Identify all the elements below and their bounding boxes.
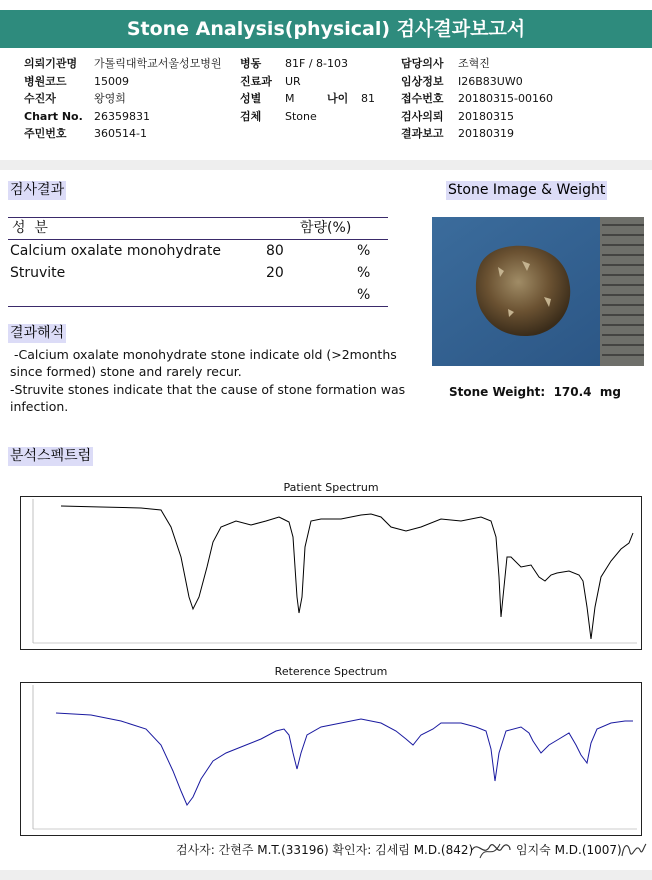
interpretation-line-2: -Struvite stones indicate that the cause of stone formation was infection. [10,382,406,414]
label-ward: 병동 [240,57,262,70]
signature-text-2: 임지숙 M.D.(1007) [516,843,622,857]
table-bottom-rule [8,306,388,307]
value-chart-no: 26359831 [94,109,150,123]
result-unit: % [357,243,371,259]
value-specimen: Stone [285,109,317,123]
label-report-date: 결과보고 [401,127,444,140]
value-clinical-info: I26B83UW0 [458,74,523,88]
report-title: Stone Analysis(physical) 검사결과보고서 [0,10,652,48]
stone-weight-unit: mg [599,385,621,399]
value-department: UR [285,74,301,88]
label-resident-no: 주민번호 [24,127,67,140]
patient-spectrum-title: Patient Spectrum [283,481,379,494]
signature-mark-1 [470,836,512,862]
label-department: 진료과 [240,74,272,88]
value-ward: 81F / 8-103 [285,57,348,70]
stone-photo [432,217,644,366]
spectrum-heading: 분석스펙트럼 [10,448,92,464]
info-column-1 [24,55,222,143]
info-column-3 [401,55,553,143]
reference-spectrum-line [56,713,633,805]
interpretation-line-1: -Calcium oxalate monohydrate stone indicate old (>2months since formed) stone and rarely recur. [10,347,401,379]
stone-image-heading: Stone Image & Weight [448,182,606,198]
label-age: 나이 [327,92,349,105]
page-footer-band [0,870,652,880]
value-hospital-code: 15009 [94,74,129,88]
value-report-date: 20180319 [458,127,514,140]
label-clinical-info: 임상정보 [401,74,444,88]
result-value: 20 [266,265,284,281]
patient-spectrum-plot [21,497,641,649]
label-patient: 수진자 [24,92,56,105]
result-name: Calcium oxalate monohydrate [10,243,221,259]
value-sex: M [285,92,295,105]
result-unit: % [357,287,371,303]
patient-spectrum-line [61,506,633,639]
reference-spectrum-title: Reterence Spectrum [274,665,388,678]
label-chart-no: Chart No. [24,109,83,123]
table-header-rule [8,239,388,240]
section-separator [0,160,652,170]
result-value: 80 [266,243,284,259]
label-hospital-code: 병원코드 [24,74,67,88]
label-accession-no: 접수번호 [401,92,444,105]
value-age: 81 [361,92,375,105]
results-heading: 검사결과 [10,182,65,198]
stone-weight [449,383,621,401]
stone-weight-label: Stone Weight: [449,385,546,399]
label-physician: 담당의사 [401,57,444,70]
label-sex: 성별 [240,92,262,105]
value-physician: 조혁진 [458,57,490,70]
signature-mark-2 [618,836,648,864]
col-header-component: 성 분 [12,220,48,236]
label-institution: 의뢰기관명 [24,57,78,70]
reference-spectrum-plot [21,683,641,835]
value-request-date: 20180315 [458,109,514,123]
interpretation-heading: 결과해석 [10,325,65,341]
result-name: Struvite [10,265,66,281]
value-patient: 왕영희 [94,92,126,105]
signature-text-1: 검사자: 간현주 M.T.(33196) 확인자: 김세림 M.D.(842) [176,843,474,857]
value-accession-no: 20180315-00160 [458,92,553,105]
info-column-2 [240,55,375,125]
label-request-date: 검사의뢰 [401,109,444,123]
patient-spectrum-chart [20,496,642,650]
label-specimen: 검체 [240,109,262,123]
reference-spectrum-chart [20,682,642,836]
value-resident-no: 360514-1 [94,127,147,140]
result-unit: % [357,265,371,281]
col-header-content: 함량(%) [300,220,352,236]
stone-weight-value: 170.4 [553,385,592,399]
value-institution: 가톨릭대학교서울성모병원 [94,57,222,70]
table-top-rule [8,217,388,218]
